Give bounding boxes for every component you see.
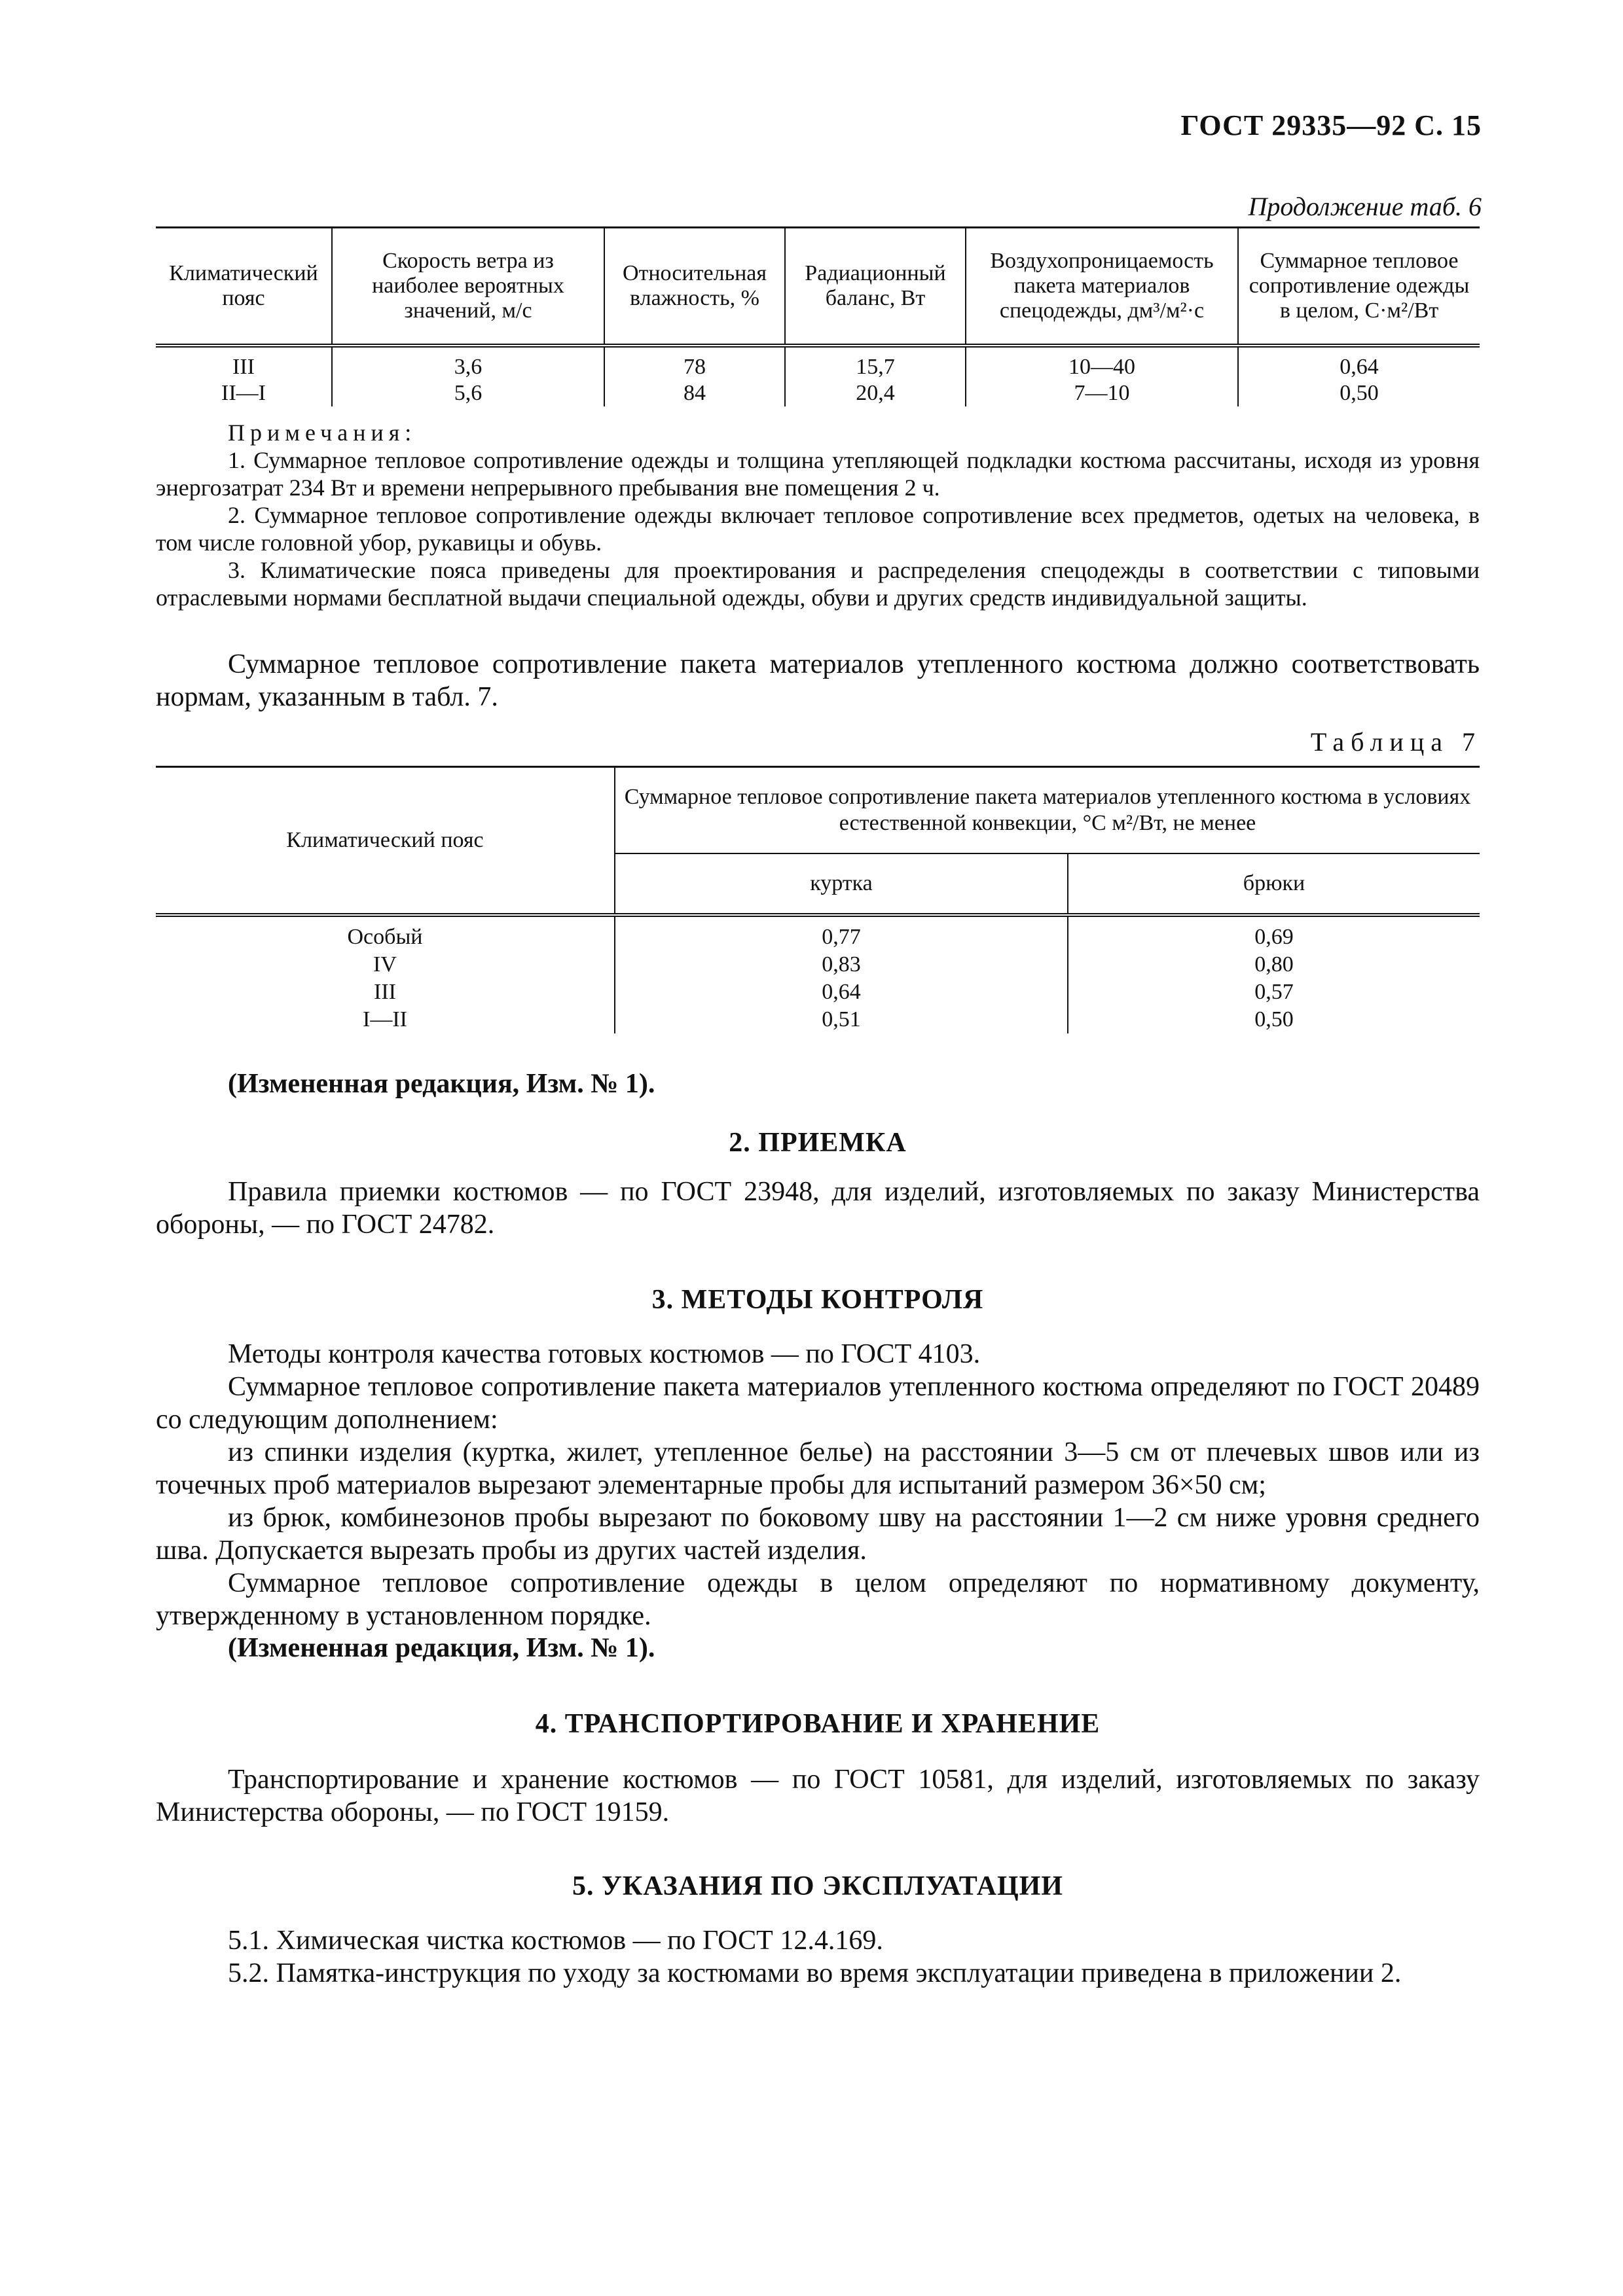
- amendment-note: (Измененная редакция, Изм. № 1).: [228, 1069, 655, 1099]
- table-continuation-label: Продолжение таб. 6: [1248, 192, 1482, 221]
- table-row: [156, 951, 1480, 978]
- table-row: [156, 915, 1480, 951]
- table-6: [156, 226, 1480, 406]
- table-cell: 0,50: [1238, 380, 1480, 406]
- table-cell: Особый: [347, 925, 423, 949]
- paragraph: Суммарное тепловое сопротивление пакета материалов утепленного костюма определяют по ГОСТ 20489 со следующим дополнением:: [156, 1372, 1480, 1435]
- section-title-control-methods: 3. МЕТОДЫ КОНТРОЛЯ: [651, 1285, 984, 1315]
- column-header: Климатический пояс: [156, 767, 615, 916]
- table-cell: 7—10: [966, 380, 1238, 406]
- table-7: [156, 766, 1480, 1033]
- table-cell: 0,64: [615, 978, 1068, 1006]
- table-cell: 0,57: [1068, 978, 1480, 1006]
- table-cell: 15,7: [785, 346, 966, 380]
- section-transport-body: [156, 1763, 1480, 1829]
- paragraph: из брюк, комбинезонов пробы вырезают по боковому шву на расстоянии 1—2 см ниже уровня среднего шва. Допускается вырезать пробы из других частей изделия.: [156, 1503, 1480, 1566]
- table-cell: 0,83: [615, 951, 1068, 978]
- notes-block: [156, 419, 1480, 611]
- paragraph: 5.2. Памятка-инструкция по уходу за костюмами во время эксплуатации приведена в приложении 2.: [228, 1958, 1402, 1988]
- table-cell: IV: [373, 952, 397, 977]
- amendment-note: (Измененная редакция, Изм. № 1).: [228, 1633, 655, 1663]
- table-cell: 3,6: [332, 346, 604, 380]
- section-control-methods-body: [156, 1338, 1480, 1632]
- table-7-intro: [156, 648, 1480, 713]
- section-acceptance-body: [156, 1175, 1480, 1241]
- table-cell: I—II: [363, 1007, 407, 1031]
- paragraph: 5.1. Химическая чистка костюмов — по ГОСТ 12.4.169.: [228, 1926, 883, 1956]
- paragraph: Методы контроля качества готовых костюмов — по ГОСТ 4103.: [228, 1339, 981, 1369]
- section-operation-body: [156, 1924, 1480, 1990]
- column-header: Суммарное тепловое сопротивление одежды в целом, С·м²/Вт: [1238, 228, 1480, 346]
- table-cell: 10—40: [966, 346, 1238, 380]
- table-row: [156, 380, 1480, 406]
- table-cell: 0,51: [615, 1006, 1068, 1033]
- paragraph: Правила приемки костюмов — по ГОСТ 23948, для изделий, изготовляемых по заказу Министерства обороны, — по ГОСТ 24782.: [156, 1177, 1480, 1240]
- table-cell: II—I: [221, 381, 266, 405]
- table-row: [156, 978, 1480, 1006]
- paragraph: Суммарное тепловое сопротивление одежды в целом определяют по нормативному документу, утвержденному в установленном порядке.: [156, 1568, 1480, 1631]
- table-row: [156, 346, 1480, 380]
- note-item: 1. Суммарное тепловое сопротивление одежды и толщина утепляющей подкладки костюма рассчитаны, исходя из уровня энергозатрат 234 Вт и времени непрерывного пребывания вне помещения 2 ч.: [156, 447, 1480, 501]
- section-title-operation: 5. УКАЗАНИЯ ПО ЭКСПЛУАТАЦИИ: [572, 1871, 1063, 1901]
- table-cell: 0,77: [615, 915, 1068, 951]
- table-cell: 0,64: [1238, 346, 1480, 380]
- column-header: куртка: [615, 853, 1068, 915]
- column-header: Климатический пояс: [156, 228, 332, 346]
- section-title-acceptance: 2. ПРИЕМКА: [729, 1128, 907, 1158]
- table-cell: 0,80: [1068, 951, 1480, 978]
- column-group-header: Суммарное тепловое сопротивление пакета материалов утепленного костюма в условиях естественной конвекции, °С м²/Вт, не менее: [615, 767, 1480, 854]
- section-title-transport: 4. ТРАНСПОРТИРОВАНИЕ И ХРАНЕНИЕ: [535, 1709, 1101, 1739]
- table-cell: III: [374, 980, 396, 1004]
- column-header: брюки: [1068, 853, 1480, 915]
- paragraph: из спинки изделия (куртка, жилет, утепленное белье) на расстоянии 3—5 см от плечевых швов или из точечных проб материалов вырезают элементарные пробы для испытаний размером 36×50 см;: [156, 1437, 1480, 1500]
- table-cell: 5,6: [332, 380, 604, 406]
- column-header: Воздухопроницаемость пакета материалов спецодежды, дм³/м²·с: [966, 228, 1238, 346]
- column-header: Относительная влажность, %: [604, 228, 785, 346]
- table-cell: 78: [604, 346, 785, 380]
- paragraph: Транспортирование и хранение костюмов — по ГОСТ 10581, для изделий, изготовляемых по заказу Министерства обороны, — по ГОСТ 19159.: [156, 1765, 1480, 1827]
- table-row: [156, 1006, 1480, 1033]
- note-item: 3. Климатические пояса приведены для проектирования и распределения спецодежды в соответствии с типовыми отраслевыми нормами бесплатной выдачи специальной одежды, обуви и других средств индивидуальной защиты.: [156, 557, 1480, 611]
- notes-title: Примечания:: [228, 420, 417, 446]
- table-header-row: [156, 228, 1480, 346]
- table-cell: 20,4: [785, 380, 966, 406]
- page-header: ГОСТ 29335—92 С. 15: [1180, 109, 1482, 141]
- table-header-row: [156, 767, 1480, 854]
- column-header: Радиационный баланс, Вт: [785, 228, 966, 346]
- table-7-label: Таблица 7: [1310, 727, 1482, 757]
- note-item: 2. Суммарное тепловое сопротивление одежды включает тепловое сопротивление всех предметов, одетых на человека, в том числе головной убор, рукавицы и обувь.: [156, 502, 1480, 556]
- table-cell: 0,50: [1068, 1006, 1480, 1033]
- column-header: Скорость ветра из наиболее вероятных значений, м/с: [332, 228, 604, 346]
- table-cell: III: [232, 355, 255, 379]
- table-cell: 84: [604, 380, 785, 406]
- paragraph: Суммарное тепловое сопротивление пакета материалов утепленного костюма должно соответствовать нормам, указанным в табл. 7.: [156, 649, 1480, 712]
- table-cell: 0,69: [1068, 915, 1480, 951]
